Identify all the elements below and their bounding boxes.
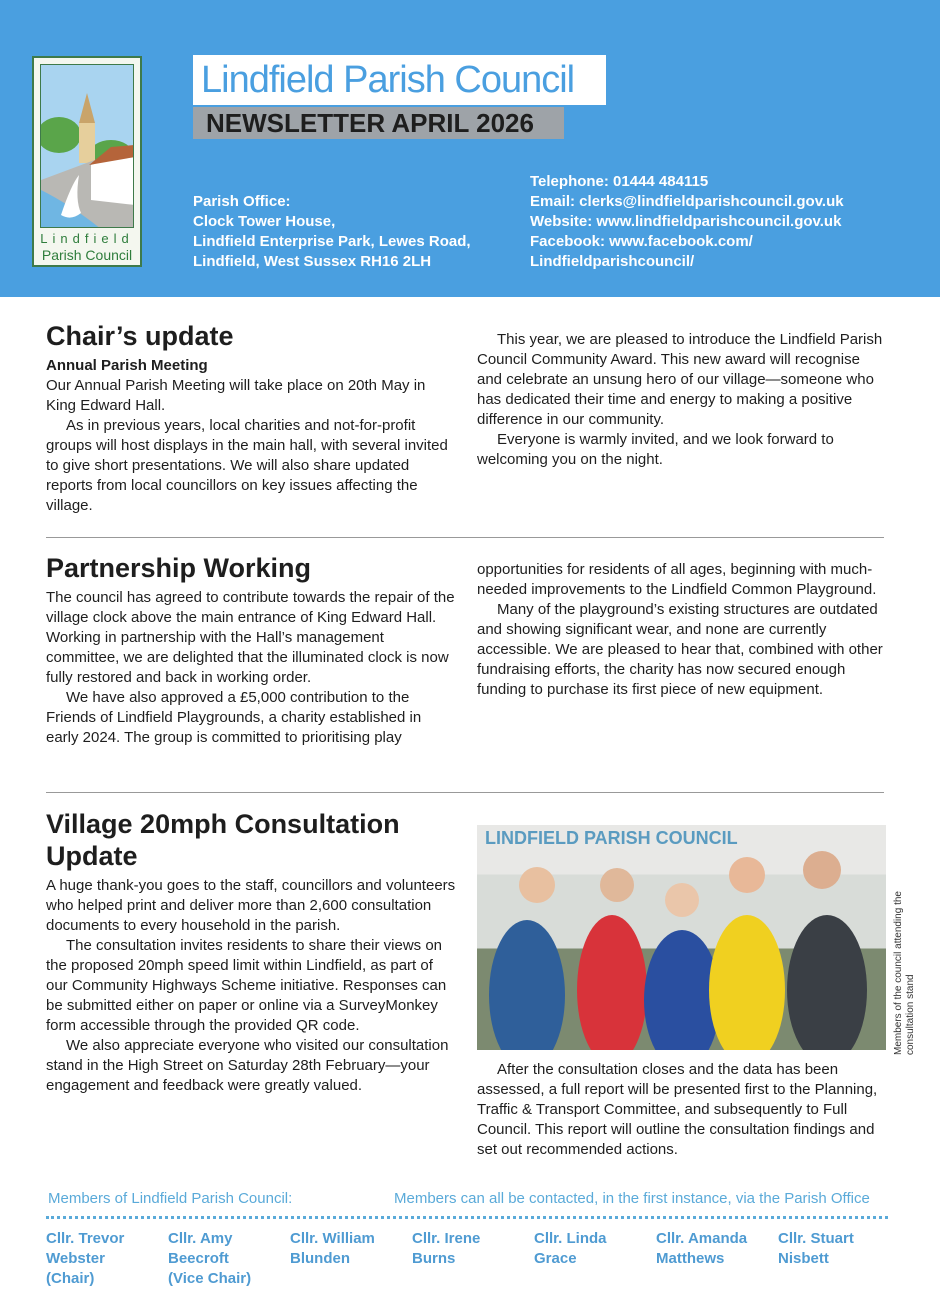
section-heading: Chair’s update (46, 321, 234, 351)
member: Cllr. Irene Burns (412, 1230, 481, 1267)
section-heading: Village 20mph Consultation Update (46, 809, 400, 871)
consultation-left: Village 20mph Consultation Update A huge thank-you goes to the staff, councillors and volunteers who helped print and deliver more than 2,600 consultation documents to every household in the parish. The consultation invites residents to share their views on the proposed 20mph speed limit within Lindfield, as part of our Community Highways Scheme initiative. Responses can be submitted either on paper or online via a SurveyMonkey form accessible through the provided QR code. We also appreciate everyone who visited our consultation stand in the High Street on Saturday 28th February—your engagement and feedback were greatly valued. (46, 809, 456, 1094)
logo-illustration (40, 64, 134, 228)
councillors-photo (477, 825, 886, 1050)
telephone: Telephone: 01444 484115 (530, 173, 709, 190)
partnership-right: opportunities for residents of all ages, beginning with much-needed improvements to the Lindfield Common Playground. Many of the playground’s existing structures are outdated and showing significant wear, and none are currently accessible. We are pleased to hear that, combined with other fundraising efforts, the charity has now secured enough funding to purchase its first piece of new equipment. (477, 561, 883, 698)
member: Cllr. Stuart Nisbett (778, 1230, 854, 1267)
divider (46, 792, 884, 793)
photo-caption: Members of the council attending the consultation stand (893, 891, 916, 1055)
contact-details (530, 172, 844, 272)
section-heading: Partnership Working (46, 553, 312, 583)
member: Cllr. Amy Beecroft (Vice Chair) (168, 1230, 252, 1287)
dotted-divider (46, 1216, 888, 1219)
photo-banner-text: LINDFIELD PARISH COUNCIL (485, 828, 738, 848)
members-label: Members of Lindfield Parish Council: (48, 1190, 293, 1207)
facebook-link-cont[interactable]: Lindfieldparishcouncil/ (530, 253, 695, 270)
chair-update-left: Chair’s update Annual Parish Meeting Our Annual Parish Meeting will take place on 20th May in King Edward Hall. As in previous years, local charities and not-for-profit groups will host displays in the main hall, with several invited to give short presentations. We will also share updated reports from local councillors on key issues affecting the village. (46, 320, 456, 516)
member: Cllr. Trevor Webster (Chair) (46, 1230, 125, 1287)
member: Cllr. Amanda Matthews (656, 1230, 748, 1267)
email-link[interactable]: Email: clerks@lindfieldparishcouncil.gov.uk (530, 193, 844, 210)
contact-note: Members can all be contacted, in the first instance, via the Parish Office (394, 1190, 870, 1207)
website-link[interactable]: Website: www.lindfieldparishcouncil.gov.uk (530, 213, 842, 230)
consultation-right: After the consultation closes and the data has been assessed, a full report will be presented first to the Planning, Traffic & Transport Committee, and subsequently to Full Council. This report will outline the consultation findings and set out recommended actions. (477, 1061, 878, 1158)
member: Cllr. William Blunden (290, 1230, 375, 1267)
subheading: Annual Parish Meeting (46, 357, 208, 374)
divider (46, 537, 884, 538)
newsletter-title: Lindfield Parish Council (193, 55, 606, 105)
chair-update-right: This year, we are pleased to introduce the Lindfield Parish Council Community Award. This new award will recognise and celebrate an unsung hero of our village—someone who has dedicated their time and energy to making a positive difference in our community. Everyone is warmly invited, and we look forward to welcoming you on the night. (477, 331, 883, 468)
member: Cllr. Linda Grace (534, 1230, 607, 1267)
partnership-left: Partnership Working The council has agreed to contribute towards the repair of the village clock above the main entrance of King Edward Hall. Working in partnership with the Hall’s management committee, we are delighted that the illuminated clock is now fully restored and back in working order. We have also approved a £5,000 contribution to the Friends of Lindfield Playgrounds, a charity established in early 2024. The group is committed to prioritising play (46, 553, 455, 746)
newsletter-subtitle: NEWSLETTER APRIL 2026 (193, 107, 564, 139)
members-list (46, 1229, 900, 1289)
parish-council-logo: Lindfield Parish Council (32, 56, 142, 267)
parish-office-address: Parish Office: Clock Tower House, Lindfield Enterprise Park, Lewes Road, Lindfield, West Sussex RH16 2LH (193, 193, 471, 270)
newsletter-header (0, 0, 940, 297)
facebook-link[interactable]: Facebook: www.facebook.com/ (530, 233, 753, 250)
